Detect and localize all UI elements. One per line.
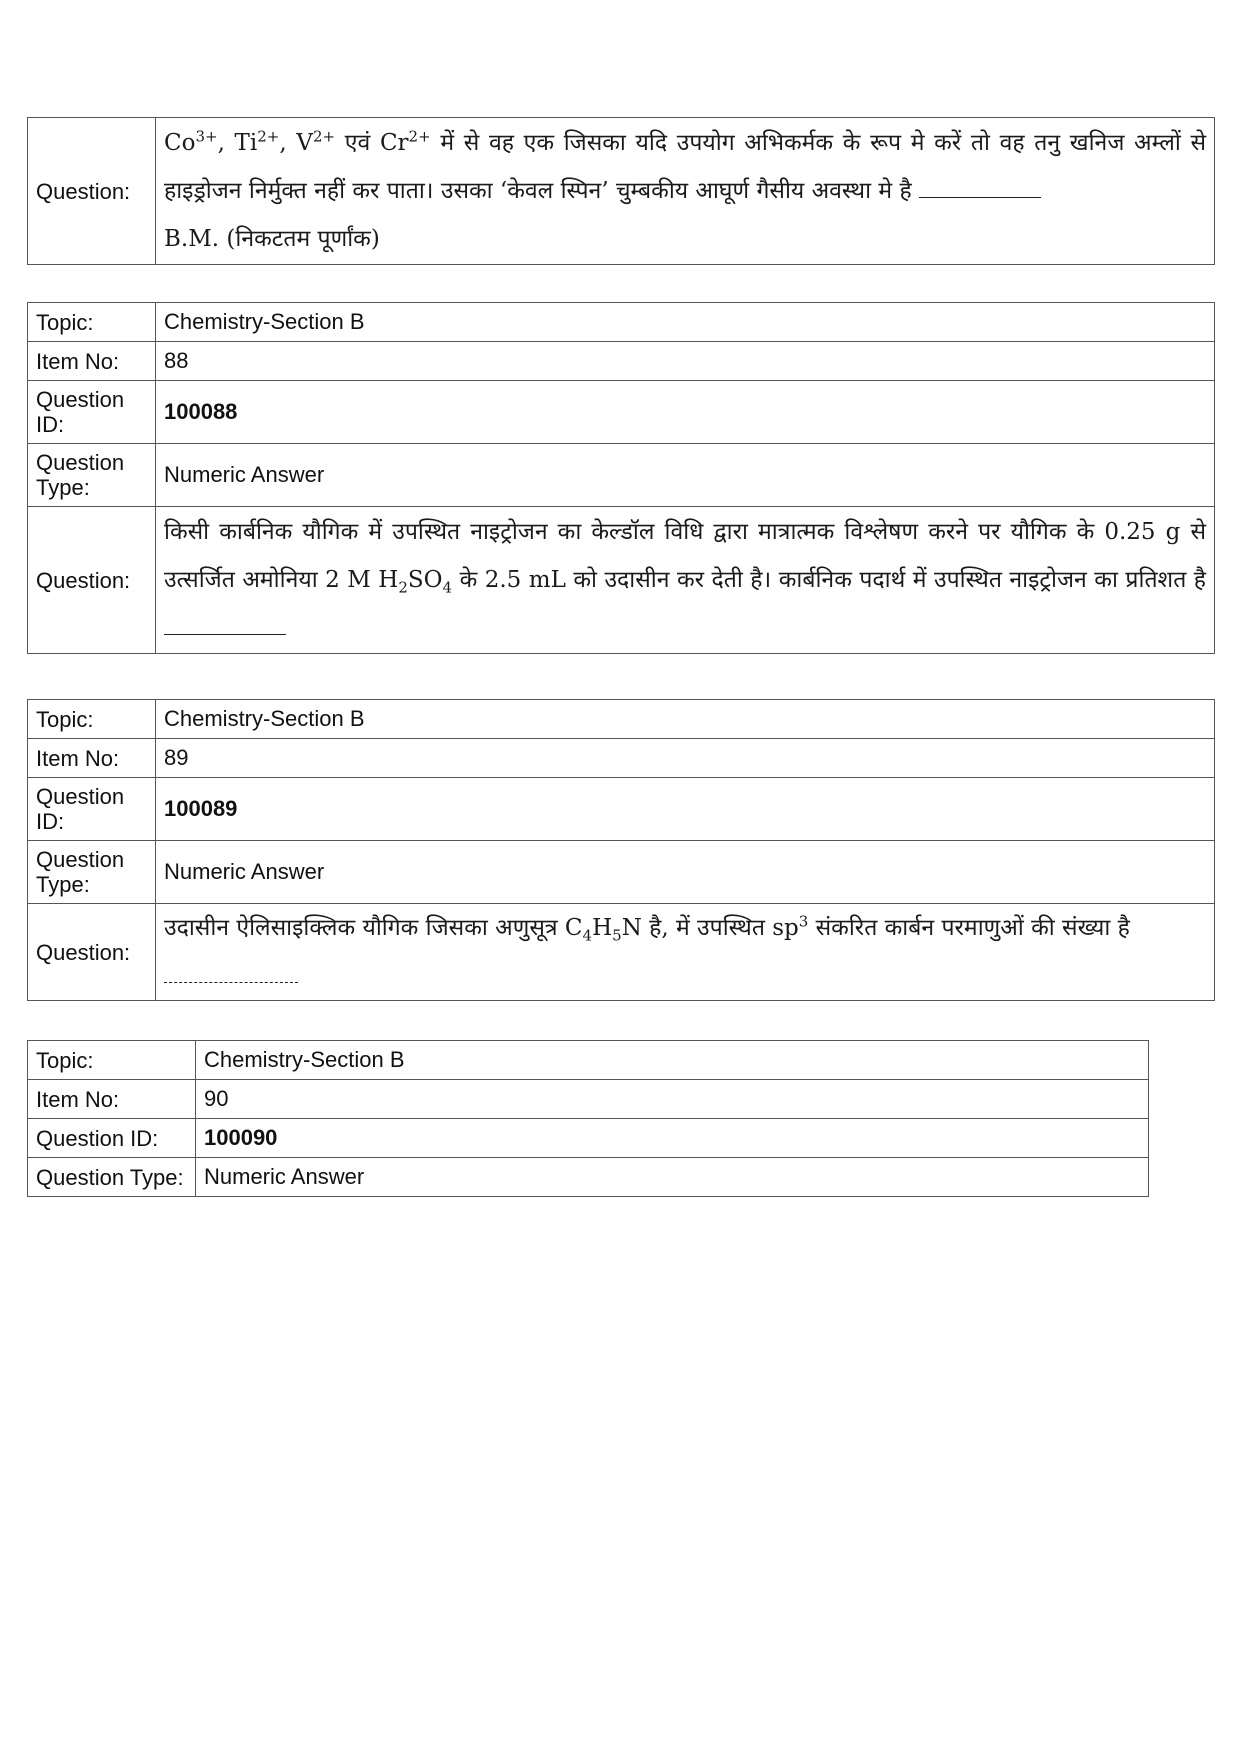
question-id-row	[28, 381, 1215, 444]
question-type-value: Numeric Answer	[156, 444, 1215, 507]
question-id-label: Question ID:	[28, 381, 156, 444]
topic-label: Topic:	[28, 700, 156, 739]
item-no-value: 89	[156, 739, 1215, 778]
question-label: Question:	[28, 507, 156, 654]
answer-blank	[919, 171, 1041, 198]
question-type-label: Question Type:	[28, 444, 156, 507]
question-text: $Co^{3+}$, $Ti^{2+}$, $V^{2+}$ एवं $Cr^{2+}$ में से वह एक जिसका यदि उपयोग अभिकर्मक के रूप मे करें तो वह तनु खनिज अम्लों से हाइड्रोजन निर्मुक्त नहीं कर पाता। उसका ‘केवल स्पिन’ चुम्बकीय आघूर्ण गैसीय अवस्था मे है B.M. (निकटतम पूर्णांक)	[156, 118, 1215, 265]
question-row	[28, 904, 1215, 1001]
question-type-value: Numeric Answer	[156, 841, 1215, 904]
question-88-table	[27, 302, 1215, 654]
question-row	[28, 118, 1215, 265]
topic-row	[28, 303, 1215, 342]
question-type-row	[28, 1158, 1149, 1197]
question-id-label: Question ID:	[28, 778, 156, 841]
question-type-row	[28, 841, 1215, 904]
question-89-table	[27, 699, 1215, 1001]
item-no-row	[28, 739, 1215, 778]
question-id-value: 100089	[156, 778, 1215, 841]
topic-value: Chemistry-Section B	[196, 1041, 1149, 1080]
question-type-value: Numeric Answer	[196, 1158, 1149, 1197]
topic-label: Topic:	[28, 303, 156, 342]
answer-blank	[164, 956, 298, 983]
item-no-value: 90	[196, 1080, 1149, 1119]
question-id-row	[28, 778, 1215, 841]
answer-blank	[164, 608, 286, 635]
question-row	[28, 507, 1215, 654]
topic-value: Chemistry-Section B	[156, 700, 1215, 739]
question-90-table	[27, 1040, 1149, 1197]
topic-row	[28, 1041, 1149, 1080]
question-id-label: Question ID:	[28, 1119, 196, 1158]
question-87-table	[27, 117, 1215, 265]
item-no-label: Item No:	[28, 342, 156, 381]
question-text: किसी कार्बनिक यौगिक में उपस्थित नाइट्रोजन का केल्डॉल विधि द्वारा मात्रात्मक विश्लेषण करने पर यौगिक के 0.25 g से उत्सर्जित अमोनिया 2 M $H_2SO_4$ के 2.5 mL को उदासीन कर देती है। कार्बनिक पदार्थ में उपस्थित नाइट्रोजन का प्रतिशत है	[156, 507, 1215, 654]
topic-label: Topic:	[28, 1041, 196, 1080]
topic-value: Chemistry-Section B	[156, 303, 1215, 342]
item-no-label: Item No:	[28, 1080, 196, 1119]
item-no-value: 88	[156, 342, 1215, 381]
item-no-row	[28, 342, 1215, 381]
question-id-row	[28, 1119, 1149, 1158]
question-type-row	[28, 444, 1215, 507]
question-label: Question:	[28, 904, 156, 1001]
question-type-label: Question Type:	[28, 841, 156, 904]
question-id-value: 100088	[156, 381, 1215, 444]
question-type-label: Question Type:	[28, 1158, 196, 1197]
question-text: उदासीन ऐलिसाइक्लिक यौगिक जिसका अणुसूत्र $C_4H_5N$ है, में उपस्थित $sp^3$ संकरित कार्बन परमाणुओं की संख्या है	[156, 904, 1215, 1001]
question-id-value: 100090	[196, 1119, 1149, 1158]
topic-row	[28, 700, 1215, 739]
item-no-row	[28, 1080, 1149, 1119]
item-no-label: Item No:	[28, 739, 156, 778]
question-label: Question:	[28, 118, 156, 265]
